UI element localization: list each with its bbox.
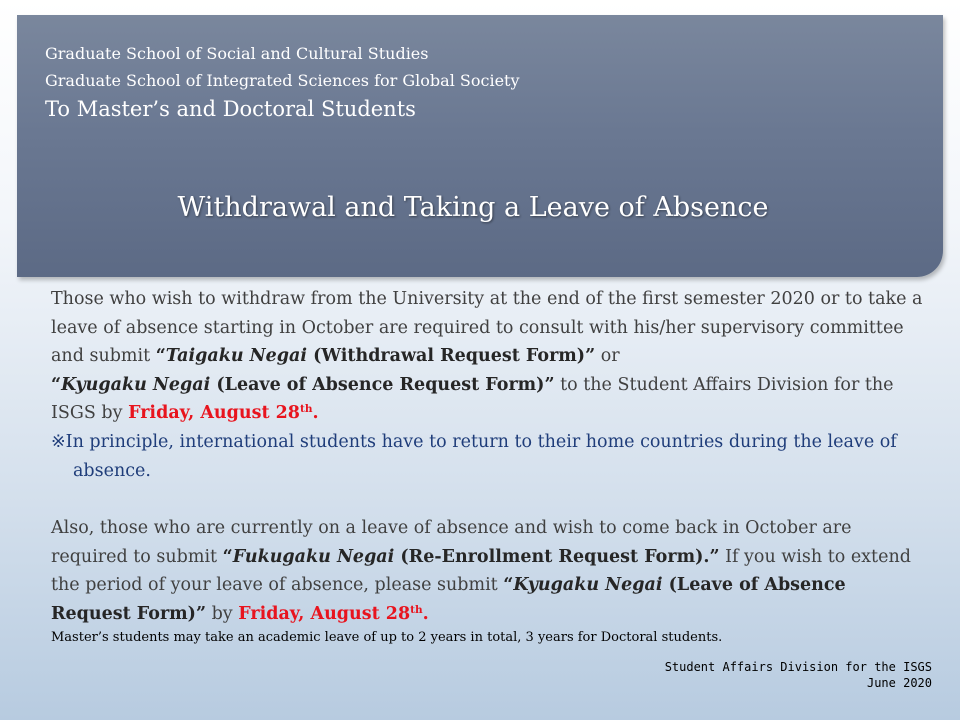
- deadline-1: [128, 403, 318, 423]
- form2-description: (Leave of Absence Request Form)”: [210, 374, 555, 395]
- para1-text-1: Those who wish to withdraw from the University at the end of the first semester 2020 or to take a leave of absence starting in October are required to consult with his/her supervisory committee and submit: [51, 289, 923, 367]
- school-name-1: Graduate School of Social and Cultural Studies: [45, 44, 429, 63]
- deadline-2-sup: th: [410, 603, 423, 616]
- leave-duration-note: Master’s students may take an academic leave of up to 2 years in total, 3 years for Doctoral students.: [51, 630, 723, 645]
- form3-name: Fukugaku Negai: [232, 546, 395, 567]
- form2-name: Kyugaku Negai: [61, 374, 211, 395]
- deadline-2-text: Friday, August 28: [238, 603, 411, 624]
- form4-description: (Leave of Absence Request Form)”: [51, 575, 846, 624]
- school-name-2: Graduate School of Integrated Sciences for Global Society: [45, 71, 520, 90]
- para2-text-2: If you wish to extend the period of your leave of absence, please submit: [51, 546, 911, 596]
- deadline-2-end: .: [422, 603, 429, 624]
- page-title: Withdrawal and Taking a Leave of Absence: [177, 192, 769, 223]
- audience-line: To Master’s and Doctoral Students: [45, 97, 416, 121]
- footer: [665, 659, 932, 691]
- form3-open-quote: “: [222, 546, 233, 567]
- deadline-1-text: Friday, August 28: [128, 403, 300, 424]
- reenrollment-paragraph: [51, 514, 931, 628]
- withdrawal-paragraph: [51, 285, 931, 485]
- deadline-1-sup: th: [299, 403, 313, 416]
- para2-text-3: by: [206, 603, 239, 624]
- form4-open-quote: “: [503, 575, 514, 596]
- form1-name: Taigaku Negai: [165, 346, 308, 367]
- form1-description: (Withdrawal Request Form)”: [307, 346, 596, 367]
- para2-text-1: Also, those who are currently on a leave of absence and wish to come back in October are required to submit: [51, 518, 852, 567]
- para1-text-3: to the Student Affairs Division for the ISGS by: [51, 374, 894, 424]
- form3-description: (Re-Enrollment Request Form).”: [394, 546, 720, 567]
- deadline-1-end: .: [312, 403, 319, 424]
- form2-open-quote: “: [51, 374, 62, 395]
- para1-text-2: or: [595, 346, 620, 367]
- deadline-2: [238, 604, 428, 624]
- form1-open-quote: “: [155, 346, 166, 367]
- form4-name: Kyugaku Negai: [513, 575, 663, 596]
- footer-date: June 2020: [866, 676, 932, 690]
- note-text: In principle, international students have to return to their home countries during the leave of absence.: [65, 431, 897, 481]
- footer-division: Student Affairs Division for the ISGS: [664, 660, 932, 674]
- note-mark: ※: [51, 431, 66, 452]
- international-students-note: [51, 428, 931, 485]
